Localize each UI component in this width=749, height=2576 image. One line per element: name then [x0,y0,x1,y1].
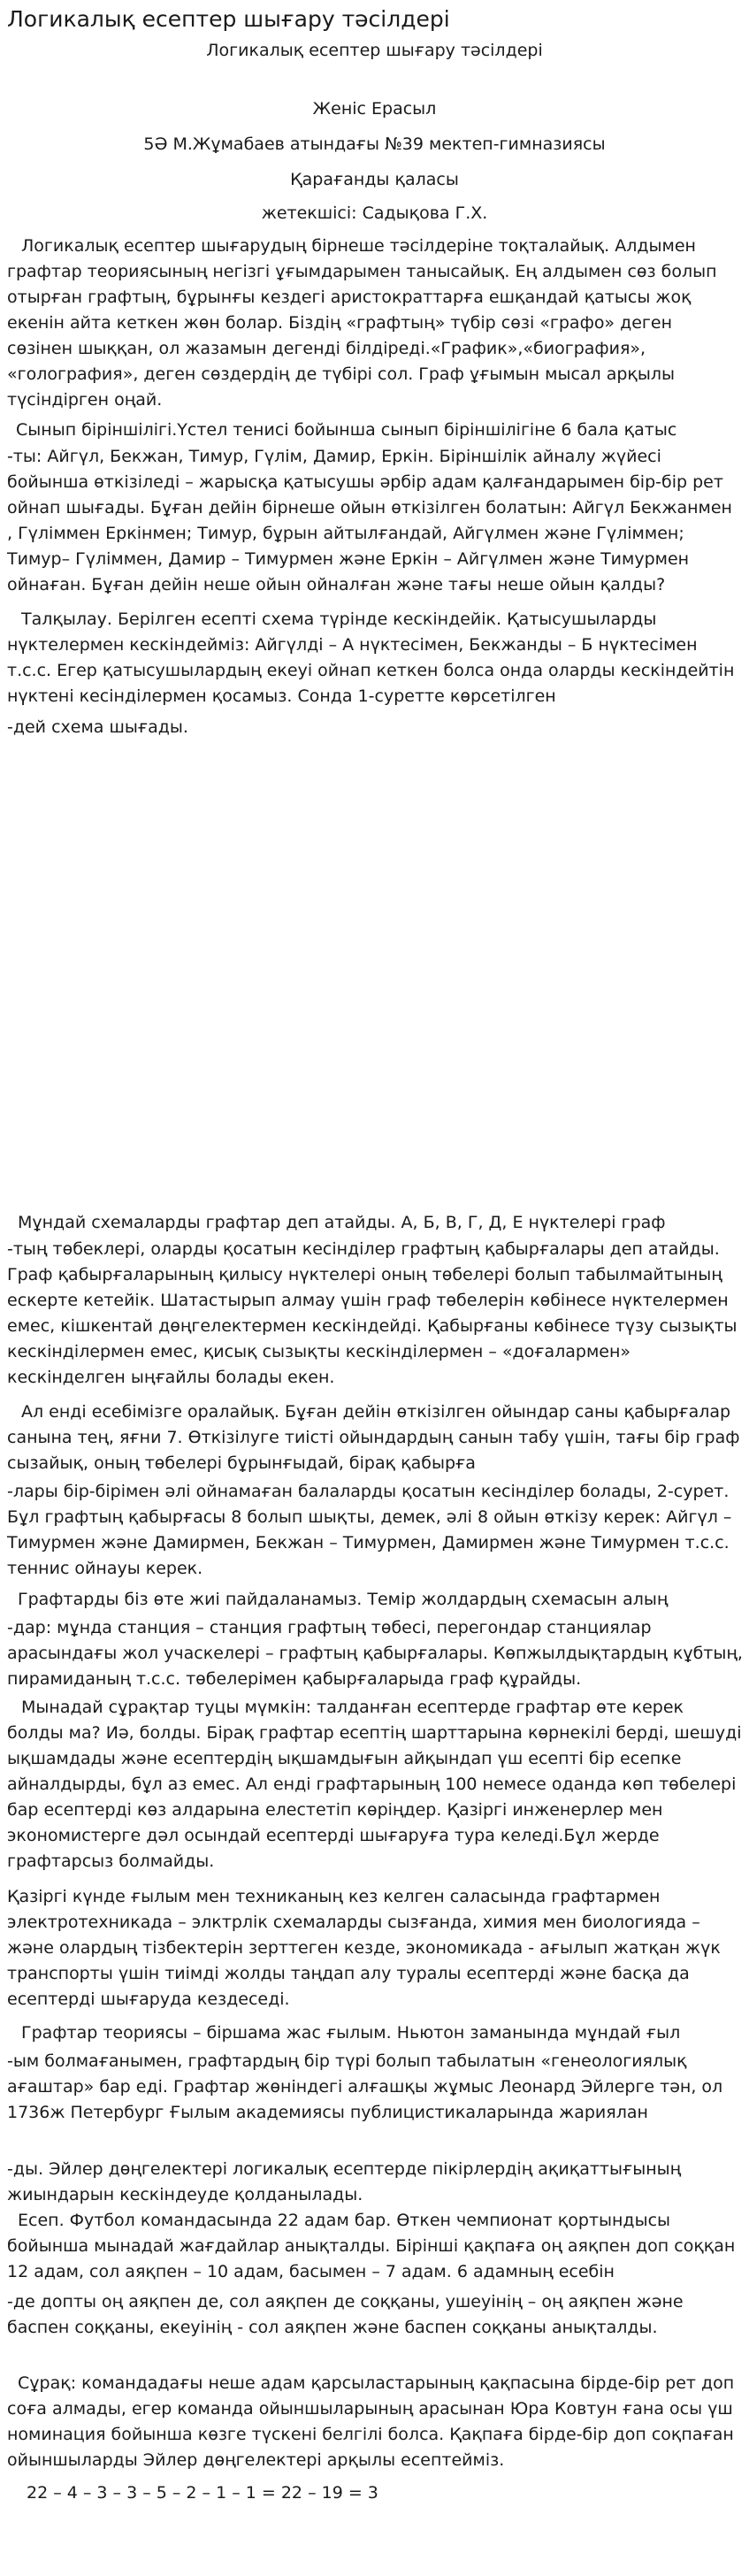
paragraph: Графтарды біз өте жиі пайдаланамыз. Темір жолдардың схемасын алың [18,1590,669,1609]
document-subtitle: Логикалық есептер шығару тәсілдері [206,41,543,60]
paragraph: -де допты оң аяқпен де, сол аяқпен де соққаны, ушеуінің – оң аяқпен және баспен соққаны, екеуінің - сол аяқпен және баспен соққаны анықталды. [7,2292,684,2337]
paragraph: Есеп. Футбол командасында 22 адам бар. Өткен чемпионат қортындысы бойынша мынадай жағдайлар анықталды. Бірінші қақпаға оң аяқпен доп соққан 12 адам, сол аяқпен – 10 адам, басымен – 7 адам. 6 адамның есебін [7,2211,736,2281]
paragraph: -дар: мұнда станция – станция графтың төбесі, перегондар станциялар арасындағы жол учаскелері – графтың қабырғалары. Көпжылдықтардың кұбтың, пирамиданың т.с.с. төбелерімен қабырғаларыда граф құрайды. [7,1618,743,1689]
paragraph: Сұрақ: командадағы неше адам қарсыластарының қақпасына бірде-бір рет доп соға алмады, егер команда ойыншыларының арасынан Юра Ковтун ғана осы үш номинация бойынша көзге түскені белгілі болса. Қақпаға бірде-бір доп соқпаған ойыншыларды Эйлер дөңгелектері арқылы есептейміз. [7,2373,735,2470]
paragraph: Қазіргі күнде ғылым мен техниканың кез келген саласында графтармен электротехникада – элктрлік схемаларды сызғанда, химия мен биологияда – және олардың тізбектерін зерттеген кезде, экономикада - ағылып жатқан жүк транспорты үшін тиімді жолды таңдап алу туралы есептерді және басқа да есептерді шығаруда кездеседі. [7,1887,721,2009]
calculation-line: 22 – 4 – 3 – 3 – 5 – 2 – 1 – 1 = 22 – 19 = 3 [27,2483,378,2503]
paragraph: Мынадай сұрақтар туцы мүмкін: талданған есептерде графтар өте керек болды ма? Иә, болды. Бірақ графтар есептің шарттарына көрнекілі берді, шешуді ықшамдады және есептердің ықшамдығын айқындап үш есепті бір есепке айналдырды, бұл аз емес. Ал енді графтарының 100 немесе оданда көп төбелері бар есептерді көз алдарына елестетіп көріңдер. Қазіргі инженерлер мен экономистерге дәл осындай есептерді шығаруға тура келеді.Бұл жерде графтарсыз болмайды. [7,1698,742,1871]
paragraph: -ды. Эйлер дөңгелектері логикалық есептерде пікірлердің ақиқаттығының жиындарын кескіндеуде қолданылады. [7,2159,682,2204]
paragraph: Логикалық есептер шығарудың бірнеше тәсілдеріне тоқталайық. Алдымен графтар теориясының негізгі ұғымдарымен танысайық. Ең алдымен сөз болып отырған графтың, бұрынғы кездегі аристократтарға ешқандай қатысы жоқ екенін айта кеткен жөн болар. Біздің «графтың» түбір сөзі «графо» деген сөзінен шыққан, ол жазамын дегенді білдіреді.«График»,«биография», «голография», деген сөздердің де түбірі сол. Граф ұғымын мысал арқылы түсіндірген оңай. [7,236,717,410]
paragraph: Графтар теориясы – біршама жас ғылым. Ньютон заманында мұндай ғыл [21,2023,681,2043]
supervisor-name: жетекшісі: Садықова Г.Х. [261,203,488,223]
paragraph: -тың төбеклері, оларды қосатын кесінділер графтың қабырғалары деп атайды. Граф қабырғаларының қилысу нүктелері оның төбелері болып табылмайтының ескерте кетейік. Шатастырып алмау үшін граф төбелерін көбінесе нүктелермен емес, кішкентай дөңгелектермен кескіндейді. Қабырғаны көбінесе түзу сызықты кескінділермен емес, қисық сызықты кескінділермен – «доғалармен» кескінделген ыңғайлы болады екен. [7,1239,738,1387]
paragraph: -дей схема шығады. [7,717,188,737]
paragraph: Ал енді есебімізге оралайық. Бұған дейін өткізілген ойындар саны қабырғалар санына тең, яғни 7. Өткізілуге тиісті ойындардың санын табу үшін, тағы бір граф сызайық, оның төбелері бұрынғыдай, бірақ қабырға [7,1402,740,1473]
paragraph: Талқылау. Берілген есепті схема түрінде кескіндейік. Қатысушыларды нүктелермен кескіндейміз: Айгүлді – А нүктесімен, Бекжанды – Б нүктесімен т.с.с. Егер қатысушылардың екеуі ойнап кеткен болса онда оларды кескіндейтін нүктені кесінділермен қосамыз. Сонда 1-суретте көрсетілген [7,610,735,706]
paragraph: Сынып біріншілігі.Үстел тенисі бойынша сынып біріншілігіне 6 бала қатыс [16,420,677,440]
paragraph: Мұндай схемаларды графтар деп атайды. А, Б, В, Г, Д, Е нүктелері граф [18,1213,666,1232]
author-name: Женіс Ерасыл [312,99,437,119]
document-title: Логикалық есептер шығару тәсілдері [7,6,450,32]
paragraph: -лары бір-бірімен әлі ойнамаған балаларды қосатын кесінділер болады, 2-сурет. Бұл графтың қабырғасы 8 болып шықты, демек, әлі 8 ойын өткізу керек: Айгүл – Тимурмен және Дамирмен, Бекжан – Тимурмен, Дамирмен және Тимурмен т.с.с. теннис ойнауы керек. [7,1482,732,1578]
city-name: Қарағанды қаласы [290,170,459,189]
paragraph: -ты: Айгүл, Бекжан, Тимур, Гүлім, Дамир, Еркін. Біріншілік айналу жүйесі бойынша өткізіледі – жарысқа қатысушы әрбір адам қалғандарымен бір-бір рет ойнап шығады. Бұған дейін бірнеше ойын өткізілген болатын: Айгүл Бекжанмен , Гүліммен Еркінмен; Тимур, бұрын айтылғандай, Айгүлмен және Гүліммен; Тимур– Гүліммен, Дамир – Тимурмен және Еркін – Айгүлмен және Тимурмен ойнаған. Бұған дейін неше ойын ойналған және тағы неше ойын қалды? [7,447,732,594]
paragraph: -ым болмағанымен, графтардың бір түрі болып табылатын «генеологиялық ағаштар» бар еді. Графтар жөніндегі алғашқы жұмыс Леонард Эйлерге тән, ол 1736ж Петербург Ғылым академиясы публицистикаларында жариялан [7,2051,723,2122]
figure-placeholder [7,748,743,1208]
school-name: 5Ә М.Жұмабаев атындағы №39 мектеп-гимназиясы [143,134,606,154]
